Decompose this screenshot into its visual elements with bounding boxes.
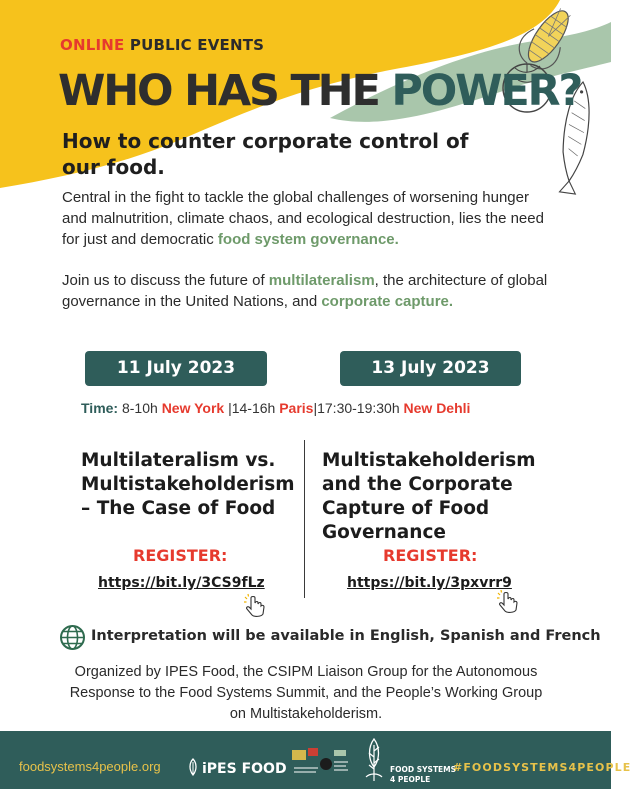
ipes-leaf-logo (186, 758, 200, 776)
intro-paragraph-2 (62, 270, 552, 312)
headline-main: WHO HAS THE (58, 66, 392, 116)
time-line (81, 400, 470, 416)
intro-p2-b: , the architecture of global governance in the United Nations, and (62, 272, 548, 310)
intro-p1-highlight: food system governance. (217, 231, 399, 248)
time-slot-1: 8-10h (118, 400, 162, 416)
time-city-1: New York (161, 400, 225, 416)
event-title-2: Multistakeholderism and the Corporate Capture of Food Governance (322, 450, 536, 543)
time-slot-3: |17:30-19:30h (313, 400, 404, 416)
ipes-food-logo (186, 758, 287, 777)
pointing-hand-icon (243, 594, 269, 620)
ipes-logo-text: iPES FOOD (202, 761, 287, 777)
register-link-1[interactable]: https://bit.ly/3CS9fLz (98, 575, 265, 591)
headline-accent: POWER? (391, 66, 582, 116)
register-link-2[interactable]: https://bit.ly/3pxvrr9 (347, 575, 512, 591)
event-kicker (60, 36, 264, 54)
event-title-1: Multilateralism vs. Multistakeholderism – The Case of Food (81, 450, 295, 519)
page-subtitle: How to counter corporate control of our food. (62, 129, 469, 179)
time-city-2: Paris (279, 400, 314, 416)
fs4p-line-2: 4 PEOPLE (390, 775, 431, 784)
kicker-rest: PUBLIC EVENTS (124, 36, 265, 54)
register-label-1: REGISTER: (133, 546, 228, 565)
csipm-logo (290, 744, 350, 778)
register-label-2: REGISTER: (383, 546, 478, 565)
fs4p-logo (362, 737, 386, 783)
globe-icon (59, 624, 86, 651)
pointing-hand-icon (496, 590, 522, 616)
intro-p2-a: Join us to discuss the future of (62, 272, 269, 289)
footer-website-link[interactable]: foodsystems4people.org (19, 759, 161, 774)
intro-paragraph-1 (62, 187, 552, 250)
kicker-accent: ONLINE (60, 36, 125, 54)
organizers-text: Organized by IPES Food, the CSIPM Liaison Group for the Autonomous Response to the Food Systems Summit, and the People’s Working Group on Multistakeholderism. (69, 664, 543, 722)
intro-p2-highlight-2: corporate capture. (321, 293, 454, 310)
time-slot-2: |14-16h (224, 400, 280, 416)
time-city-3: New Dehli (403, 400, 471, 416)
footer-hashtag: #FOODSYSTEMS4PEOPLE (453, 761, 631, 774)
fs4p-line-1: FOOD SYSTEMS (390, 765, 457, 774)
time-label: Time: (81, 400, 119, 416)
date-badge-2: 13 July 2023 (340, 351, 521, 386)
intro-p1-text: Central in the fight to tackle the global challenges of worsening hunger and malnutrition, climate chaos, and ecological destruction, lies the need for just and democratic (62, 189, 544, 248)
fs4p-logo-text (390, 765, 456, 785)
column-divider (304, 440, 305, 598)
intro-p2-highlight-1: multilateralism (268, 272, 375, 289)
interpretation-note: Interpretation will be available in English, Spanish and French (91, 628, 601, 644)
page-title (58, 66, 581, 116)
date-badge-1: 11 July 2023 (85, 351, 267, 386)
